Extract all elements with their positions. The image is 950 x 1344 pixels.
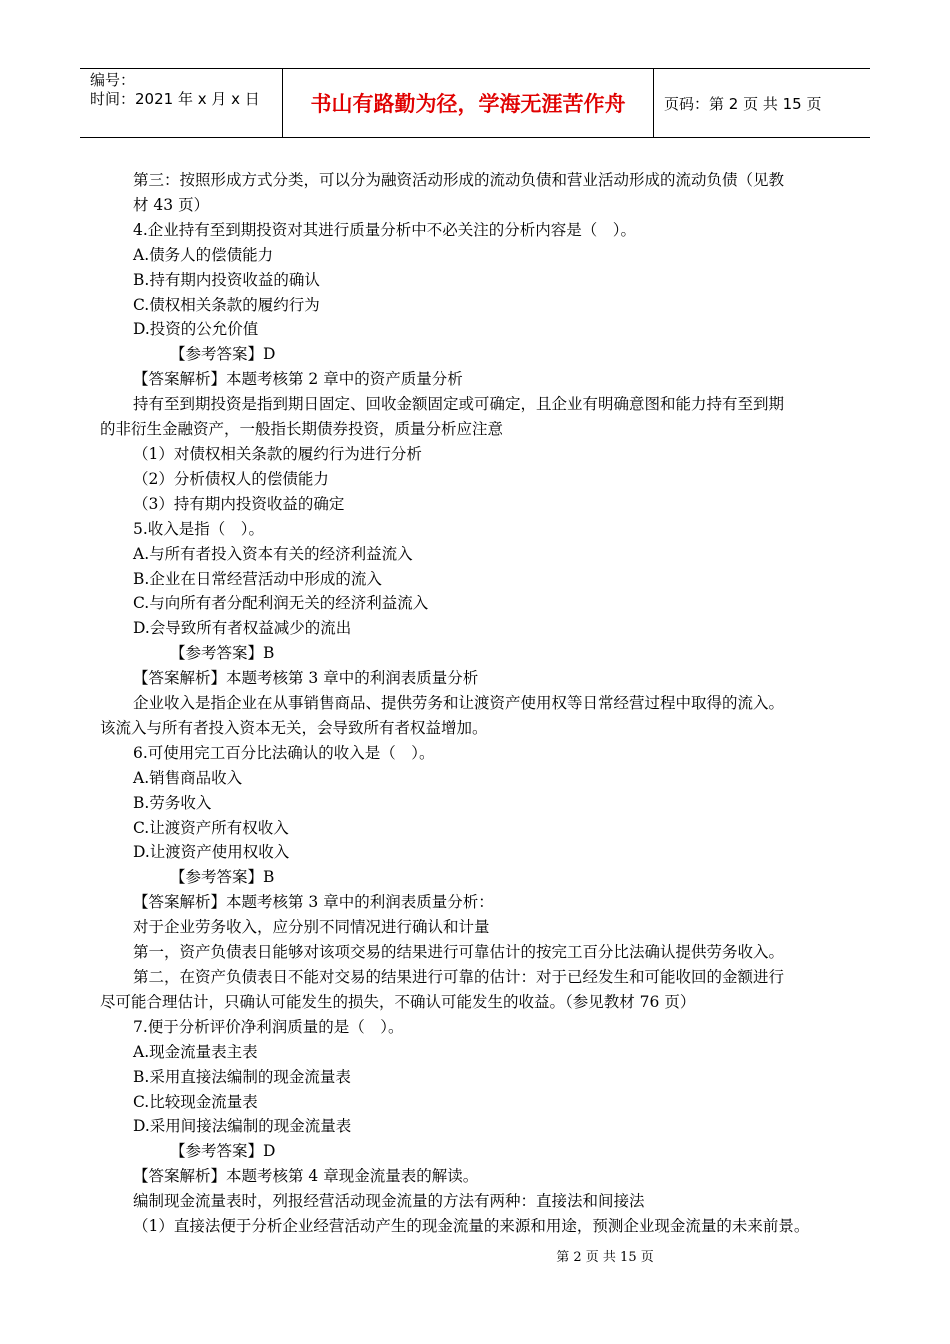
text-line: 【参考答案】D	[170, 1142, 276, 1161]
text-line: 【参考答案】D	[170, 345, 276, 364]
text-line: （3）持有期内投资收益的确定	[133, 494, 345, 513]
text-line: （1）对债权相关条款的履约行为进行分析	[133, 444, 422, 463]
text-line: 【答案解析】本题考核第 2 章中的资产质量分析	[133, 370, 463, 389]
text-line: （1）直接法便于分析企业经营活动产生的现金流量的来源和用途，预测企业现金流量的未来前景。	[133, 1217, 810, 1236]
text-line: 【答案解析】本题考核第 3 章中的利润表质量分析：	[133, 893, 494, 912]
text-line: 第一，资产负债表日能够对该项交易的结果进行可靠估计的按完工百分比法确认提供劳务收入。	[133, 943, 785, 962]
text-line: A.现金流量表主表	[133, 1042, 258, 1061]
text-line: 【参考答案】B	[170, 868, 275, 887]
text-line: 第二，在资产负债表日不能对交易的结果进行可靠的估计：对于已经发生和可能收回的金额进行	[133, 968, 785, 986]
header-meta	[80, 69, 282, 137]
document-body	[100, 168, 858, 1239]
text-line: 编制现金流量表时，列报经营活动现金流量的方法有两种：直接法和间接法	[133, 1192, 645, 1211]
text-line: C.让渡资产所有权收入	[133, 818, 289, 837]
text-line: A.销售商品收入	[133, 768, 243, 787]
text-line: 该流入与所有者投入资本无关，会导致所有者权益增加。	[100, 718, 488, 737]
text-line: C.债权相关条款的履约行为	[133, 295, 320, 314]
text-line: B.持有期内投资收益的确认	[133, 270, 320, 289]
header-motto-cell	[282, 69, 654, 137]
text-line: 6.可使用完工百分比法确认的收入是（ ）。	[133, 743, 435, 762]
document-number-label: 编号：	[90, 71, 136, 89]
text-line: 企业收入是指企业在从事销售商品、提供劳务和让渡资产使用权等日常经营过程中取得的流入。	[133, 694, 785, 713]
text-line: 材 43 页）	[133, 195, 210, 214]
page-header	[80, 68, 870, 138]
header-page-cell	[654, 69, 870, 137]
text-line: （2）分析债权人的偿债能力	[133, 469, 329, 488]
text-line: 尽可能合理估计，只确认可能发生的损失，不确认可能发生的收益。（参见教材 76 页）	[100, 992, 696, 1011]
text-line: D.投资的公允价值	[133, 320, 259, 339]
text-line: 第三：按照形成方式分类，可以分为融资活动形成的流动负债和营业活动形成的流动负债（见教	[133, 171, 785, 189]
text-line: A.债务人的偿债能力	[133, 245, 274, 264]
header-motto: 书山有路勤为径，学海无涯苦作舟	[310, 92, 626, 116]
document-date: 时间：2021 年 x 月 x 日	[90, 90, 260, 108]
text-line: A.与所有者投入资本有关的经济利益流入	[133, 544, 413, 563]
text-line: B.采用直接法编制的现金流量表	[133, 1067, 351, 1086]
text-line: 7.便于分析评价净利润质量的是（ ）。	[133, 1017, 404, 1036]
text-line: D.采用间接法编制的现金流量表	[133, 1117, 352, 1136]
text-line: 持有至到期投资是指到期日固定、回收金额固定或可确定，且企业有明确意图和能力持有至到期	[133, 395, 785, 414]
text-line: 的非衍生金融资产，一般指长期债券投资，质量分析应注意	[100, 420, 504, 439]
header-page-code: 页码：第 2 页 共 15 页	[664, 94, 822, 113]
text-line: C.与向所有者分配利润无关的经济利益流入	[133, 594, 429, 613]
text-line: B.劳务收入	[133, 793, 212, 812]
text-line: 对于企业劳务收入，应分别不同情况进行确认和计量	[133, 918, 490, 937]
text-line: 【答案解析】本题考核第 4 章现金流量表的解读。	[133, 1167, 479, 1186]
text-line: 5.收入是指（ ）。	[133, 519, 265, 538]
text-line: D.让渡资产使用权收入	[133, 843, 290, 862]
text-line: C.比较现金流量表	[133, 1092, 258, 1111]
text-line: B.企业在日常经营活动中形成的流入	[133, 569, 382, 588]
text-line: 【参考答案】B	[170, 644, 275, 663]
page-footer: 第 2 页 共 15 页	[556, 1250, 654, 1265]
text-line: 【答案解析】本题考核第 3 章中的利润表质量分析	[133, 669, 479, 688]
text-line: D.会导致所有者权益减少的流出	[133, 619, 352, 638]
text-line: 4.企业持有至到期投资对其进行质量分析中不必关注的分析内容是（ ）。	[133, 220, 637, 239]
